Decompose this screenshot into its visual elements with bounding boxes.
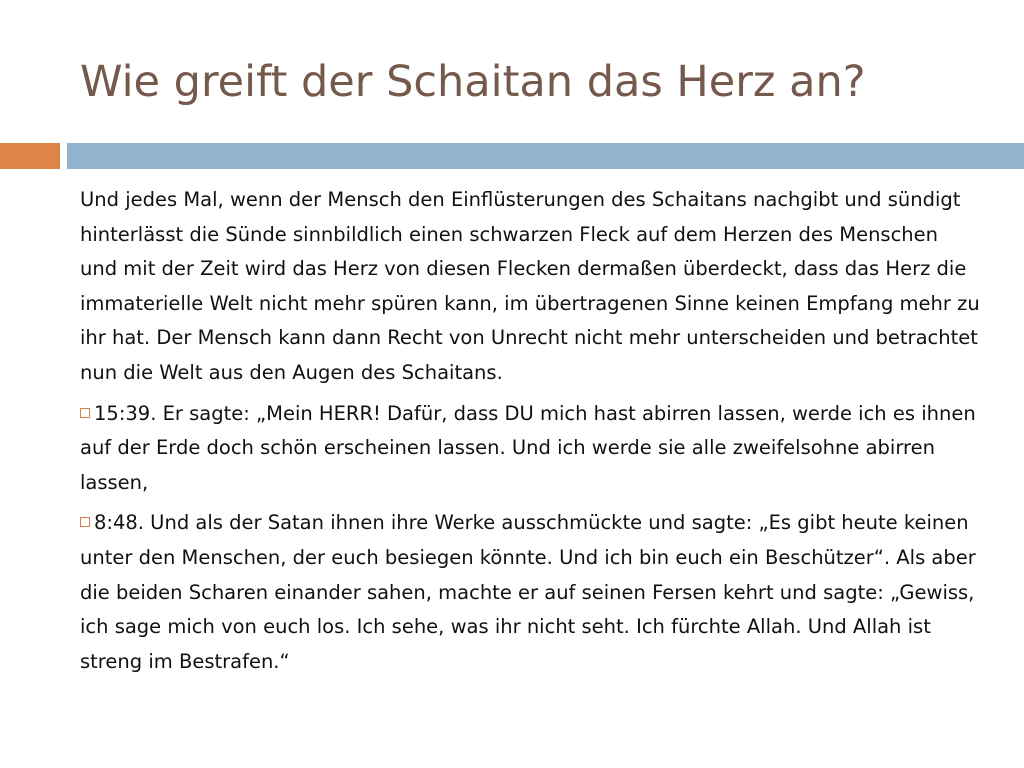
- intro-paragraph: [80, 183, 980, 391]
- title-rule-bar: [67, 143, 1024, 169]
- quote-paragraph-15-39-text: 15:39. Er sagte: „Mein HERR! Dafür, dass DU mich hast abirren lassen, werde ich es ihnen auf der Erde doch schön erscheinen lassen. Und ich werde sie alle zweifelsohne abirren lassen,: [80, 401, 976, 494]
- square-bullet-icon: [80, 517, 90, 527]
- quote-paragraph-15-39: [80, 397, 980, 501]
- slide-title: Wie greift der Schaitan das Herz an?: [80, 57, 866, 107]
- quote-paragraph-8-48: [80, 506, 980, 679]
- square-bullet-icon: [80, 408, 90, 418]
- slide-body: [80, 183, 980, 685]
- intro-paragraph-text: Und jedes Mal, wenn der Mensch den Einflüsterungen des Schaitans nachgibt und sündigt hinterlässt die Sünde sinnbildlich einen schwarzen Fleck auf dem Herzen des Menschen und mit der Zeit wird das Herz von diesen Flecken dermaßen überdeckt, dass das Herz die immaterielle Welt nicht mehr spüren kann, im übertragenen Sinne keinen Empfang mehr zu ihr hat. Der Mensch kann dann Recht von Unrecht nicht mehr unterscheiden und betrachtet nun die Welt aus den Augen des Schaitans.: [80, 188, 980, 384]
- accent-bar: [0, 143, 60, 169]
- quote-paragraph-8-48-text: 8:48. Und als der Satan ihnen ihre Werke ausschmückte und sagte: „Es gibt heute keinen unter den Menschen, der euch besiegen könnte. Und ich bin euch ein Beschützer“. Als aber die beiden Scharen einander sahen, machte er auf seinen Fersen kehrt und sagte: „Gewiss, ich sage mich von euch los. Ich sehe, was ihr nicht seht. Ich fürchte Allah. Und Allah ist streng im Bestrafen.“: [80, 511, 976, 673]
